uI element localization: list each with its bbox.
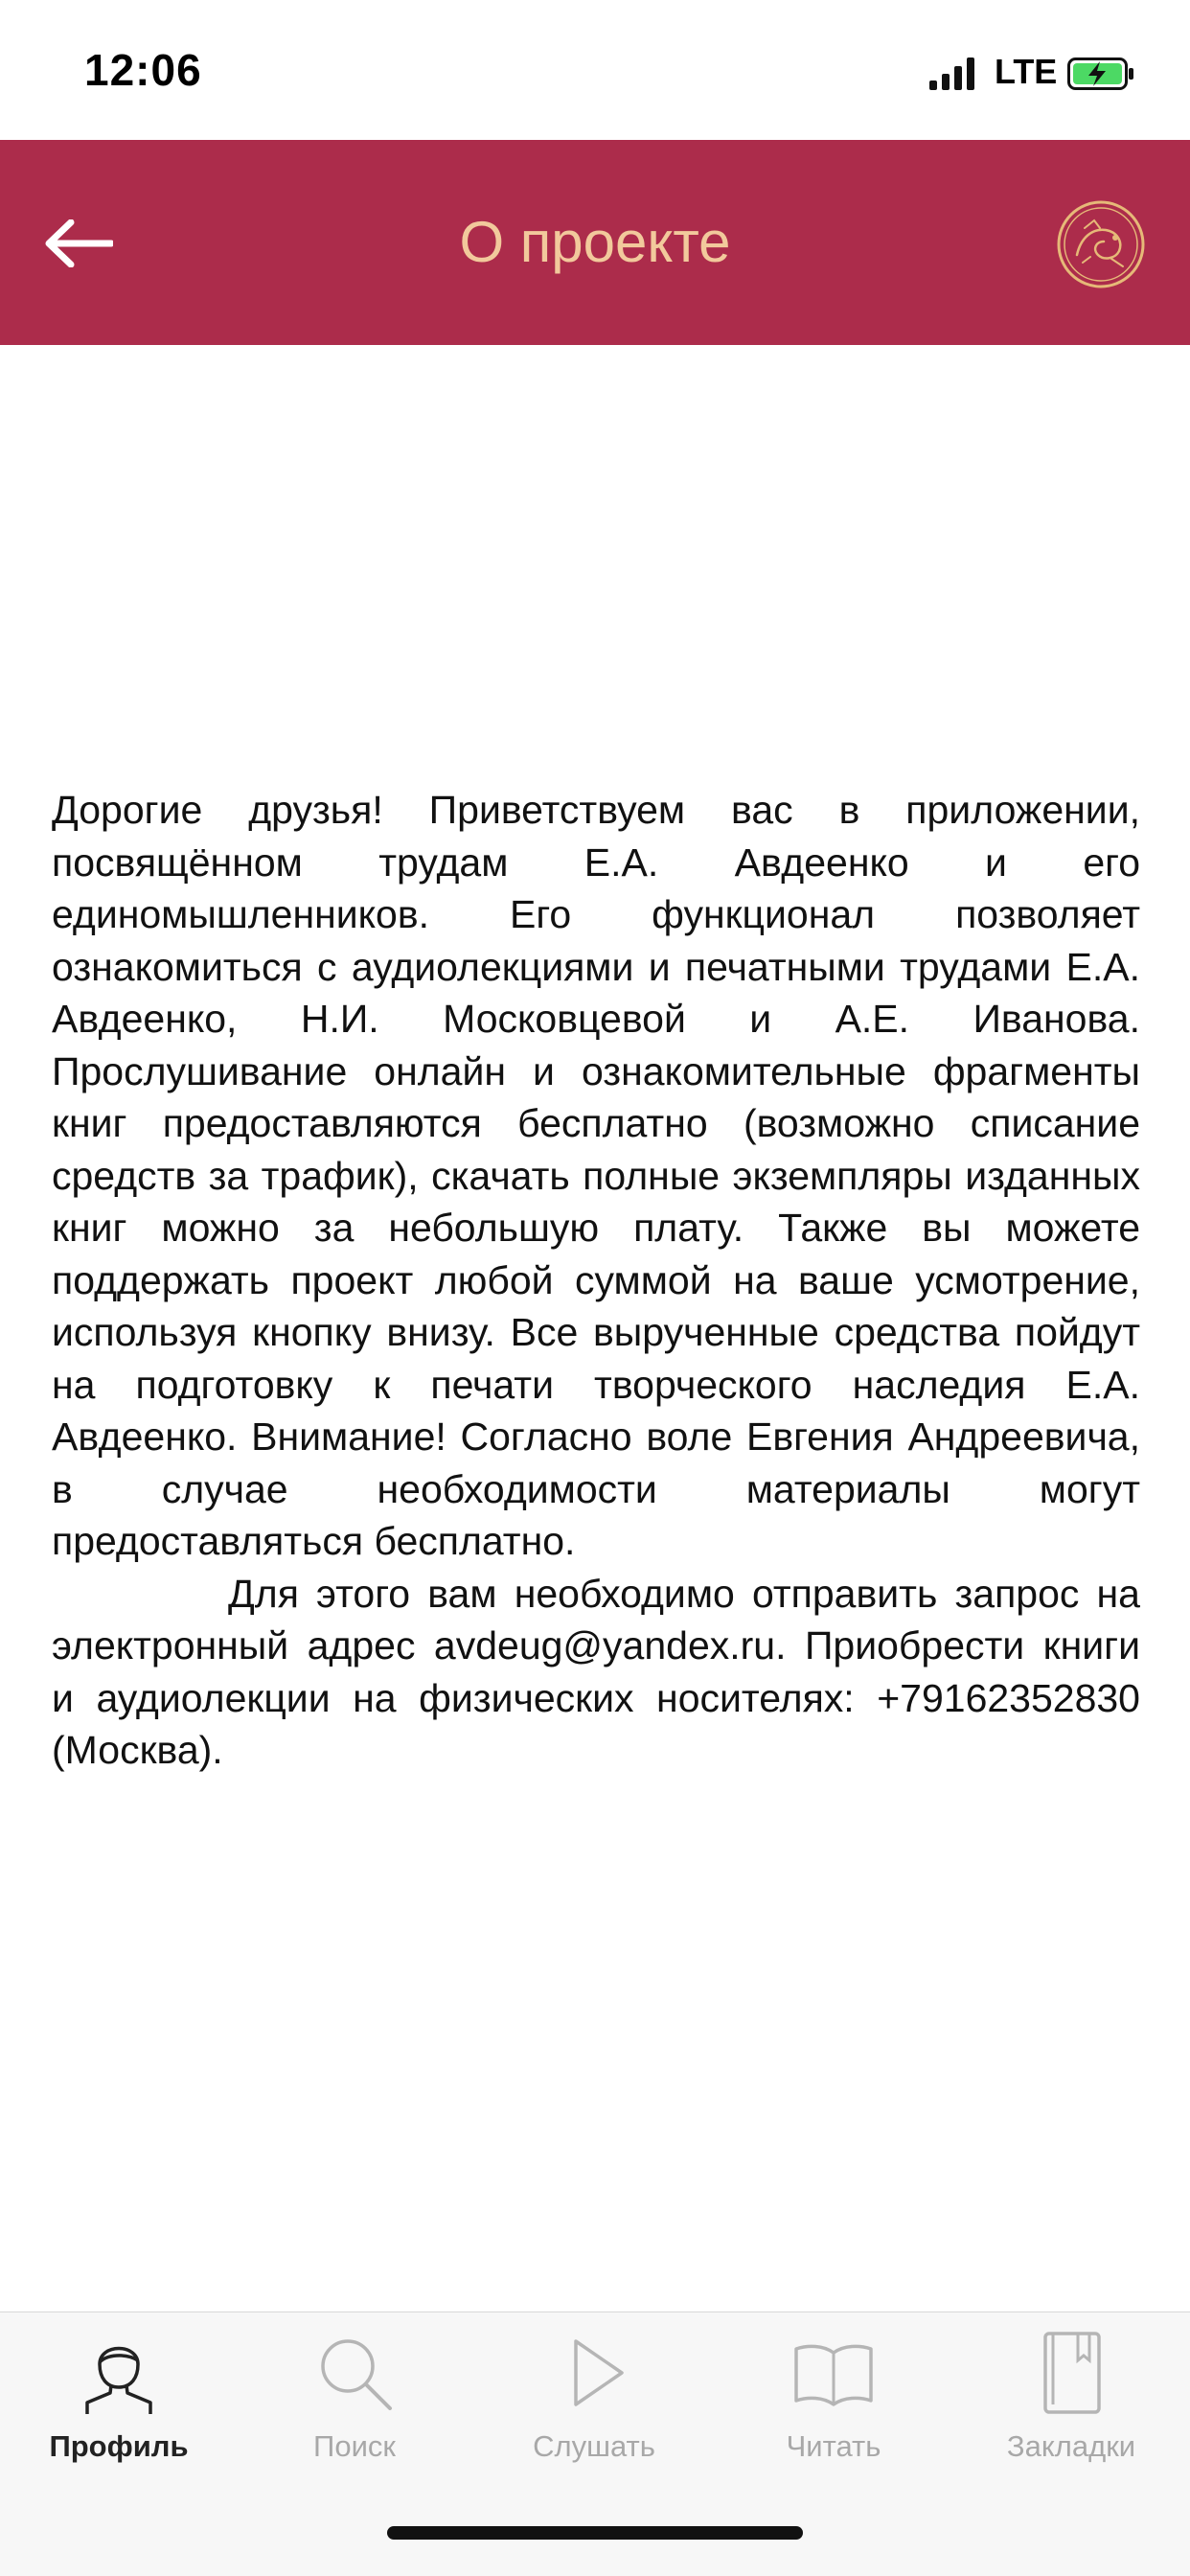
tab-bookmarks[interactable]: [966, 2330, 1177, 2473]
tab-label: Читать: [786, 2429, 881, 2463]
contact-paragraph: Для этого вам необходимо отправить запрос на электронный адрес avdeug@yandex.ru. Приобрести книги и аудиолекции на физических носителях: +79162352830 (Москва).: [52, 1571, 1140, 1772]
arrow-left-icon: [44, 219, 113, 267]
about-text: [52, 784, 1140, 1777]
battery-charging-icon: [1067, 58, 1134, 90]
network-type: LTE: [995, 52, 1058, 91]
tab-label: Поиск: [313, 2429, 396, 2463]
play-icon: [551, 2330, 637, 2416]
book-icon: [790, 2330, 877, 2416]
back-button[interactable]: [38, 207, 119, 280]
home-indicator: [387, 2526, 803, 2540]
signal-strength-icon: [929, 58, 977, 90]
page-title: О проекте: [459, 210, 731, 274]
tab-label: Профиль: [49, 2429, 189, 2463]
tab-label: Закладки: [1006, 2429, 1136, 2463]
tab-search[interactable]: [249, 2330, 460, 2473]
bookmark-icon: [1028, 2330, 1114, 2416]
profile-icon: [76, 2330, 162, 2416]
status-time: 12:06: [84, 45, 202, 95]
status-bar: [0, 0, 1190, 140]
search-icon: [311, 2330, 398, 2416]
tab-read[interactable]: [728, 2330, 939, 2473]
logo-icon: [1056, 199, 1146, 289]
tab-listen[interactable]: [489, 2330, 699, 2473]
tab-label: Слушать: [533, 2429, 655, 2463]
tab-profile[interactable]: [13, 2330, 224, 2473]
app-header: [0, 140, 1190, 345]
about-paragraph: Дорогие друзья! Приветствуем вас в приложении, посвящённом трудам Е.А. Авдеенко и его единомышленников. Его функционал позволяет ознакомиться с аудиолекциями и печатными трудами Е.А. Авдеенко, Н.И. Московцевой и А.Е. Иванова. Прослушивание онлайн и ознакомительные фрагменты книг предоставляются бесплатно (возможно списание средств за трафик), скачать полные экземпляры изданных книг можно за небольшую плату. Также вы можете поддержать проект любой суммой на ваше усмотрение, используя кнопку внизу. Все вырученные средства пойдут на подготовку к печати творческого наследия Е.А. Авдеенко. Внимание! Согласно воле Евгения Андреевича, в случае необходимости материалы могут предоставляться бесплатно.: [52, 788, 1140, 1563]
